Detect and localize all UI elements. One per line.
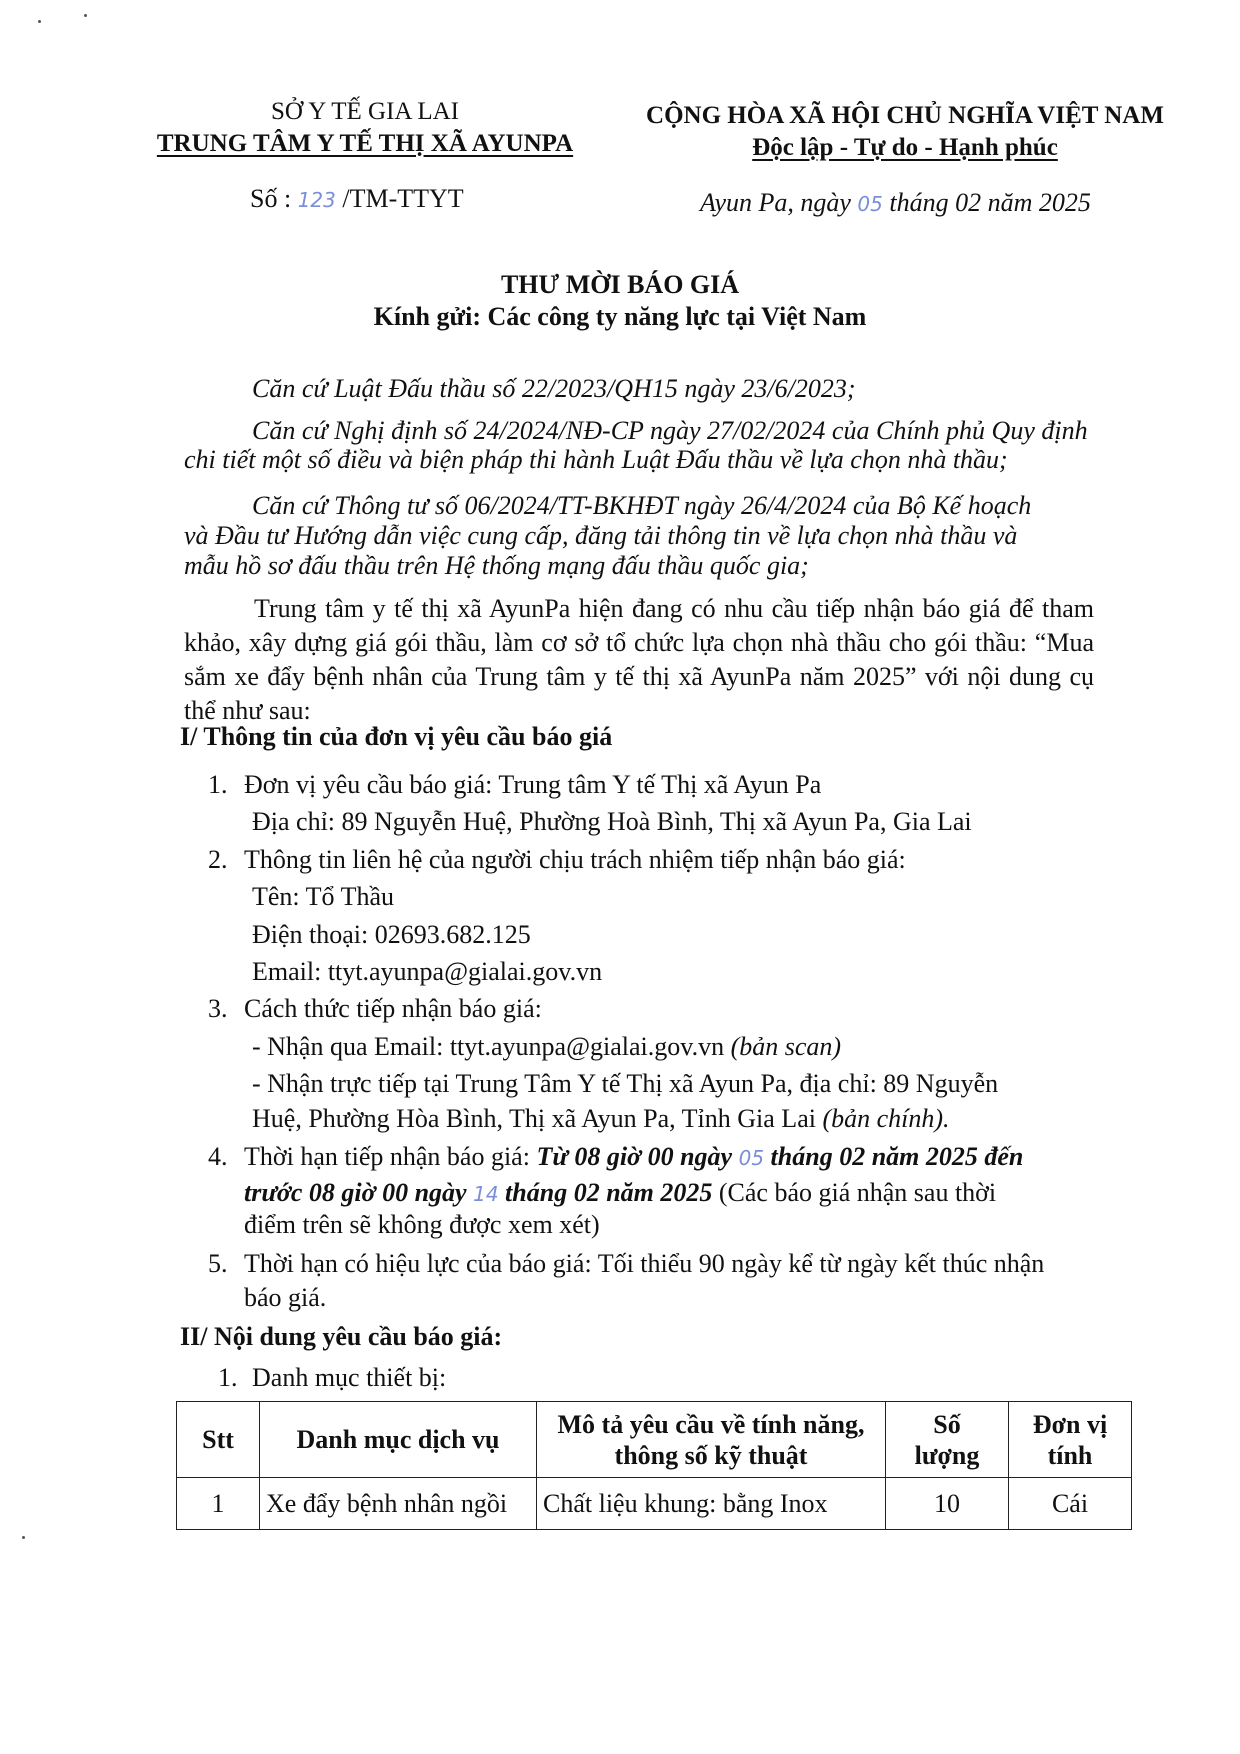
scan-speck <box>84 14 87 17</box>
col-desc-header <box>537 1402 886 1478</box>
section-2-heading: II/ Nội dung yêu cầu báo giá: <box>180 1322 503 1351</box>
col-qty-header-l1: Số <box>933 1409 961 1439</box>
document-title: THƯ MỜI BÁO GIÁ <box>500 270 740 299</box>
basis-circular-cont2: mẫu hồ sơ đấu thầu trên Hệ thống mạng đấu thầu quốc gia; <box>184 551 809 580</box>
list-number: 2. <box>208 845 228 874</box>
cell-desc: Chất liệu khung: bằng Inox <box>537 1478 886 1530</box>
handwritten-from-day: 05 <box>738 1146 765 1170</box>
basis-circular-cont: và Đầu tư Hướng dẫn việc cung cấp, đăng tải thông tin về lựa chọn nhà thầu và <box>184 521 1018 550</box>
handwritten-number: 123 <box>297 188 336 212</box>
agency-parent: SỞ Y TẾ GIA LAI <box>271 98 459 125</box>
recipient-line: Kính gửi: Các công ty năng lực tại Việt Nam <box>373 302 867 331</box>
cell-name: Xe đẩy bệnh nhân ngồi <box>260 1478 537 1530</box>
receipt-email-text: - Nhận qua Email: ttyt.ayunpa@gialai.gov.vn <box>252 1032 725 1061</box>
deadline-lead: Thời hạn tiếp nhận báo giá: <box>244 1142 530 1171</box>
national-title: CỘNG HÒA XÃ HỘI CHỦ NGHĨA VIỆT NAM <box>646 102 1164 129</box>
list-number: 1. <box>208 770 228 799</box>
basis-law: Căn cứ Luật Đấu thầu số 22/2023/QH15 ngày 23/6/2023; <box>252 374 856 403</box>
deadline-to-month: tháng 02 năm 2025 <box>505 1178 713 1207</box>
document-date <box>700 186 1091 221</box>
cell-stt: 1 <box>177 1478 260 1530</box>
date-prefix: Ayun Pa, ngày <box>700 188 851 217</box>
requester-unit: Đơn vị yêu cầu báo giá: Trung tâm Y tế Thị xã Ayun Pa <box>244 770 822 799</box>
equipment-list-heading: Danh mục thiết bị: <box>252 1363 447 1392</box>
contact-info-heading: Thông tin liên hệ của người chịu trách nhiệm tiếp nhận báo giá: <box>244 845 906 874</box>
document-number <box>250 182 464 217</box>
receipt-direct-cont <box>252 1102 950 1136</box>
section-1-heading: I/ Thông tin của đơn vị yêu cầu báo giá <box>180 722 613 751</box>
cell-qty: 10 <box>886 1478 1009 1530</box>
deadline-note-cont: điểm trên sẽ không được xem xét) <box>244 1210 600 1239</box>
list-number: 5. <box>208 1249 228 1278</box>
requester-address: Địa chỉ: 89 Nguyễn Huệ, Phường Hoà Bình, Thị xã Ayun Pa, Gia Lai <box>252 807 972 836</box>
deadline-line-1 <box>244 1140 1023 1175</box>
receipt-direct-note: (bản chính). <box>822 1104 950 1133</box>
table-header-row <box>177 1402 1132 1478</box>
col-unit-header <box>1009 1402 1132 1478</box>
receipt-by-email <box>252 1030 841 1064</box>
contact-phone: Điện thoại: 02693.682.125 <box>252 920 531 949</box>
table-row <box>177 1478 1132 1530</box>
deadline-line-2 <box>244 1176 996 1211</box>
list-number: 3. <box>208 994 228 1023</box>
col-stt-header: Stt <box>177 1402 260 1478</box>
basis-circular: Căn cứ Thông tư số 06/2024/TT-BKHĐT ngày 26/4/2024 của Bộ Kế hoạch <box>252 491 1032 520</box>
cell-unit: Cái <box>1009 1478 1132 1530</box>
list-number: 4. <box>208 1142 228 1171</box>
receipt-direct-address: Huệ, Phường Hòa Bình, Thị xã Ayun Pa, Tỉnh Gia Lai <box>252 1104 816 1133</box>
col-desc-header-l1: Mô tả yêu cầu về tính năng, <box>557 1409 865 1439</box>
col-unit-header-l2: tính <box>1047 1440 1093 1470</box>
deadline-from: Từ 08 giờ 00 ngày <box>536 1142 733 1171</box>
deadline-to: trước 08 giờ 00 ngày <box>244 1178 467 1207</box>
equipment-table <box>176 1401 1132 1530</box>
col-name-header: Danh mục dịch vụ <box>260 1402 537 1478</box>
scan-speck <box>38 20 41 23</box>
deadline-note: (Các báo giá nhận sau thời <box>718 1178 997 1207</box>
agency-name: TRUNG TÂM Y TẾ THỊ XÃ AYUNPA <box>156 130 574 157</box>
receipt-method-heading: Cách thức tiếp nhận báo giá: <box>244 994 542 1023</box>
national-motto: Độc lập - Tự do - Hạnh phúc <box>752 134 1058 161</box>
validity-period: Thời hạn có hiệu lực của báo giá: Tối thiểu 90 ngày kể từ ngày kết thúc nhận <box>244 1249 1045 1278</box>
contact-name: Tên: Tổ Thầu <box>252 882 395 911</box>
basis-decree: Căn cứ Nghị định số 24/2024/NĐ-CP ngày 27/02/2024 của Chính phủ Quy định <box>252 416 1088 445</box>
number-suffix: /TM-TTYT <box>342 184 464 213</box>
validity-period-cont: báo giá. <box>244 1283 327 1312</box>
handwritten-day: 05 <box>857 192 883 216</box>
receipt-direct: - Nhận trực tiếp tại Trung Tâm Y tế Thị xã Ayun Pa, địa chỉ: 89 Nguyễn <box>252 1069 999 1098</box>
scan-speck <box>22 1536 25 1539</box>
col-qty-header <box>886 1402 1009 1478</box>
handwritten-to-day: 14 <box>473 1182 499 1206</box>
deadline-from-month: tháng 02 năm 2025 đến <box>770 1142 1024 1171</box>
basis-decree-cont: chi tiết một số điều và biện pháp thi hành Luật Đấu thầu về lựa chọn nhà thầu; <box>184 445 1008 474</box>
col-desc-header-l2: thông số kỹ thuật <box>614 1440 808 1470</box>
list-number: 1. <box>218 1363 238 1392</box>
intro-text: Trung tâm y tế thị xã AyunPa hiện đang có nhu cầu tiếp nhận báo giá để tham khảo, xây dựng giá gói thầu, làm cơ sở tổ chức lựa chọn nhà thầu cho gói thầu: “Mua sắm xe đẩy bệnh nhân của Trung tâm y tế thị xã AyunPa năm 2025” với nội dung cụ thể như sau: <box>184 594 1094 725</box>
agency-header <box>130 96 600 160</box>
receipt-email-note: (bản scan) <box>730 1032 842 1061</box>
number-prefix: Số : <box>250 184 292 213</box>
col-unit-header-l1: Đơn vị <box>1032 1409 1108 1439</box>
intro-paragraph <box>184 592 1094 728</box>
national-header <box>620 100 1190 164</box>
col-qty-header-l2: lượng <box>914 1440 980 1470</box>
contact-email: Email: ttyt.ayunpa@gialai.gov.vn <box>252 957 603 986</box>
date-suffix: tháng 02 năm 2025 <box>889 188 1091 217</box>
